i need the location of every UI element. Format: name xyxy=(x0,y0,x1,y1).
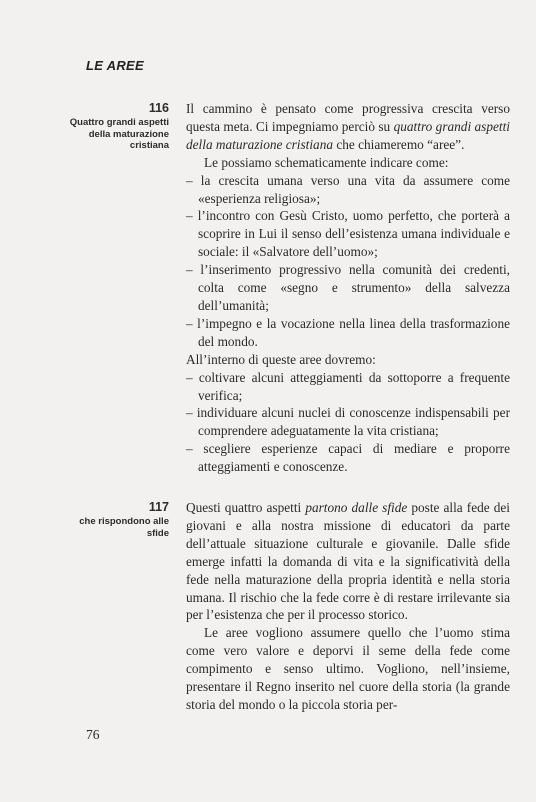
margin-note-116 xyxy=(66,101,169,152)
running-head: LE AREE xyxy=(86,58,144,73)
text-run: Questi quattro aspetti xyxy=(186,500,306,515)
emphasis: partono dalle sfide xyxy=(305,500,408,515)
paragraph xyxy=(186,499,510,624)
paragraph: All’interno di queste aree dovremo: xyxy=(186,351,376,367)
section-116-text xyxy=(186,100,510,476)
margin-title-116: Quattro grandi aspetti della maturazione cristiana xyxy=(69,117,169,151)
page-number: 76 xyxy=(86,727,100,742)
section-number-117: 117 xyxy=(148,500,169,514)
text-run: Il cammino è pensato come progressiva crescita verso questa meta. Ci impegniamo perciò su xyxy=(186,101,510,134)
paragraph: Le aree vogliono assumere quello che l’uomo stima come vero valore e deporvi il seme della fede come compimento e senso ultimo. Vogliono, nell’insieme, presentare il Regno inserito nel cuore della storia (la grande storia del mondo o la piccola storia per- xyxy=(186,625,510,712)
margin-note-117 xyxy=(66,500,169,539)
list-item: – l’impegno e la vocazione nella linea della trasformazione del mondo. xyxy=(186,315,510,349)
list-item: – la crescita umana verso una vita da assumere come «esperienza religiosa»; xyxy=(186,172,510,206)
text-run: poste alla fede dei giovani e alla nostra missione di educatori da parte dell’attuale situazione culturale e giovanile. Dalle sfide emerge infatti la domanda di vita e la significatività della fede nella maturazione della propria identità e nella storia umana. Il rischio che la fede corre è di restare irrilevante sia per l’esistenza che per il processo storico. xyxy=(186,500,510,623)
text-run: che chiameremo “aree”. xyxy=(333,136,465,152)
list-item: – l’inserimento progressivo nella comunità dei credenti, colta come «segno e strumento» della salvezza dell’umanità; xyxy=(186,262,510,313)
section-number-116: 116 xyxy=(148,101,169,115)
margin-title-117: che rispondono alle sfide xyxy=(79,516,169,539)
list-item: – coltivare alcuni atteggiamenti da sottoporre a frequente verifica; xyxy=(186,369,510,403)
emphasis: quattro grandi aspetti della maturazione cristiana xyxy=(186,118,510,152)
list-item: – individuare alcuni nuclei di conoscenze indispensabili per comprendere adeguatamente la vita cristiana; xyxy=(186,405,510,439)
list-item: – scegliere esperienze capaci di mediare e proporre atteggiamenti e conoscenze. xyxy=(186,441,510,475)
paragraph xyxy=(186,100,510,154)
list-item: – l’incontro con Gesù Cristo, uomo perfetto, che porterà a scoprire in Lui il senso dell’esistenza umana individuale e sociale: il «Salvatore dell’uomo»; xyxy=(186,208,510,260)
section-117-text xyxy=(186,499,510,714)
paragraph: Le possiamo schematicamente indicare come: xyxy=(204,154,449,170)
